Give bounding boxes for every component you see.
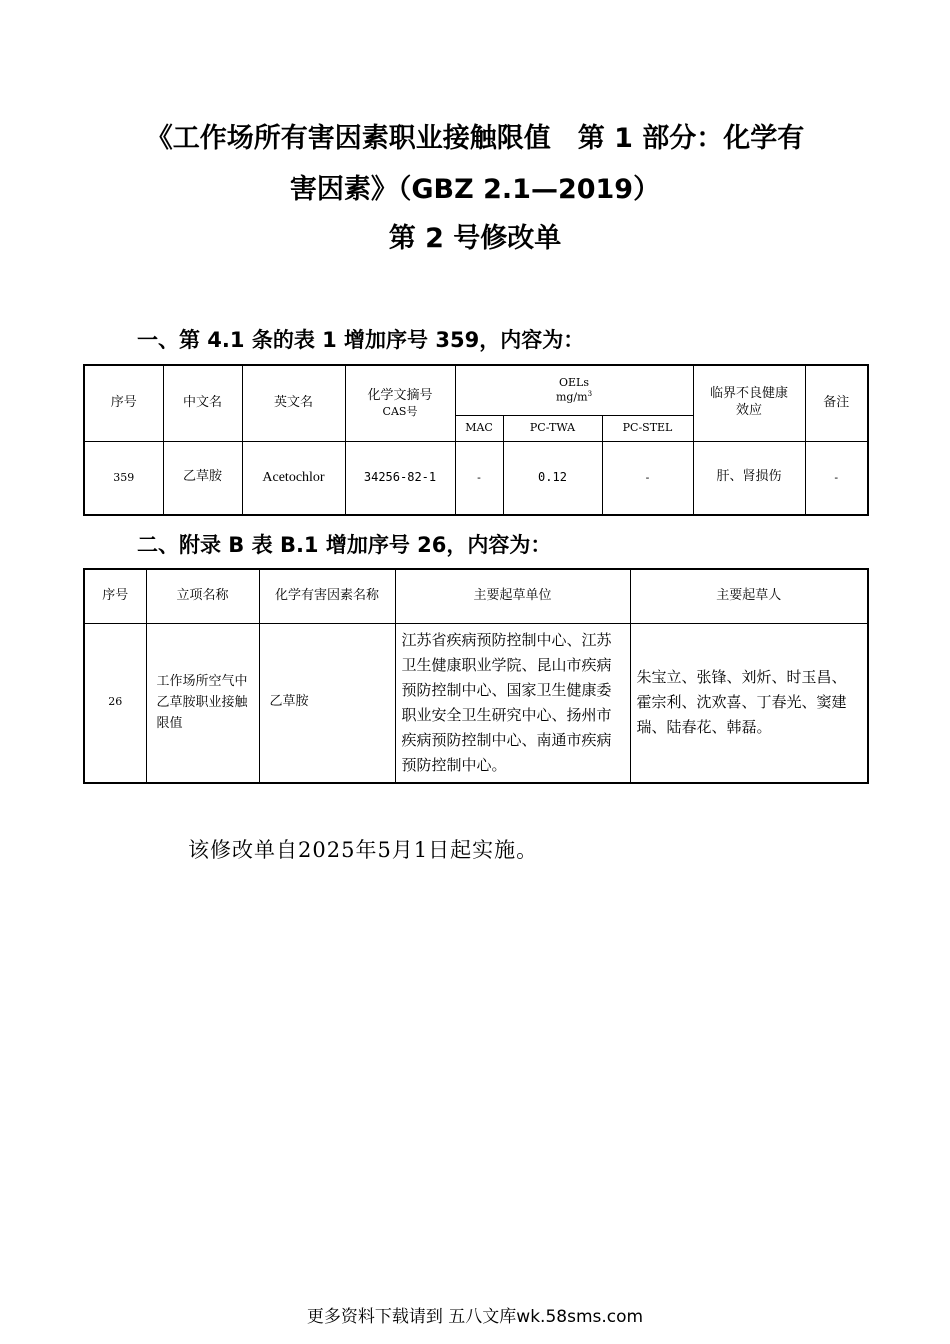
footer-download-note: 更多资料下载请到 五八文库wk.58sms.com: [306, 1307, 644, 1327]
header-cas-line-1: 化学文摘号: [367, 387, 433, 403]
header-en-name: 英文名: [242, 365, 345, 441]
cell-remark: -: [805, 441, 868, 515]
cell-pc-twa: 0.12: [503, 441, 602, 515]
cell-pc-stel: -: [602, 441, 693, 515]
header-factor: 化学有害因素名称: [259, 569, 395, 623]
document-title-line-1: 《工作场所有害因素职业接触限值 第 1 部分：化学有: [145, 123, 805, 154]
header-oels-label: OELs: [559, 375, 589, 389]
header-seq: 序号: [84, 569, 146, 623]
table-row: [84, 441, 868, 515]
header-oels-unit: [456, 390, 693, 405]
exposure-limit-table: [83, 364, 869, 516]
header-remark: 备注: [805, 365, 868, 441]
document-subtitle: 第 2 号修改单: [388, 223, 562, 254]
drafting-info-table: [83, 568, 869, 784]
cell-seq: 26: [84, 623, 146, 783]
header-effect-line-2: 效应: [735, 403, 762, 419]
document-title-line-2: 害因素》（GBZ 2.1—2019）: [289, 174, 661, 205]
header-seq: 序号: [84, 365, 163, 441]
table-row: [84, 623, 868, 783]
header-effect-line-1: 临界不良健康: [709, 386, 788, 402]
header-mac: MAC: [455, 415, 503, 441]
cell-effect: 肝、肾损伤: [693, 441, 805, 515]
cell-mac: -: [455, 441, 503, 515]
cell-units: 江苏省疾病预防控制中心、江苏卫生健康职业学院、昆山市疾病预防控制中心、国家卫生健康委职业安全卫生研究中心、扬州市疾病预防控制中心、南通市疾病预防控制中心。: [395, 623, 630, 783]
cell-seq: 359: [84, 441, 163, 515]
cell-en-name: Acetochlor: [242, 441, 345, 515]
header-project: 立项名称: [146, 569, 259, 623]
header-unit-sup: 3: [587, 389, 593, 398]
effective-date-notice: 该修改单自2025年5月1日起实施。: [188, 838, 539, 862]
header-cas: [345, 365, 455, 441]
header-pc-twa: PC-TWA: [503, 415, 602, 441]
cell-drafters: 朱宝立、张锋、刘炘、时玉昌、霍宗利、沈欢喜、丁春光、窦建瑞、陆春花、韩磊。: [630, 623, 868, 783]
header-effect: [693, 365, 805, 441]
header-drafters: 主要起草人: [630, 569, 868, 623]
header-pc-stel: PC-STEL: [602, 415, 693, 441]
header-cn-name: 中文名: [163, 365, 242, 441]
header-cas-line-2: CAS号: [382, 404, 418, 418]
cell-cn-name: 乙草胺: [163, 441, 242, 515]
cell-project: 工作场所空气中乙草胺职业接触限值: [146, 623, 259, 783]
cell-cas: 34256-82-1: [345, 441, 455, 515]
header-units: 主要起草单位: [395, 569, 630, 623]
cell-factor: 乙草胺: [259, 623, 395, 783]
header-unit-base: mg/m: [555, 390, 588, 404]
section-2-heading: 二、附录 B 表 B.1 增加序号 26，内容为：: [137, 533, 552, 557]
section-1-heading: 一、第 4.1 条的表 1 增加序号 359，内容为：: [137, 328, 585, 352]
header-oels: [455, 365, 693, 415]
